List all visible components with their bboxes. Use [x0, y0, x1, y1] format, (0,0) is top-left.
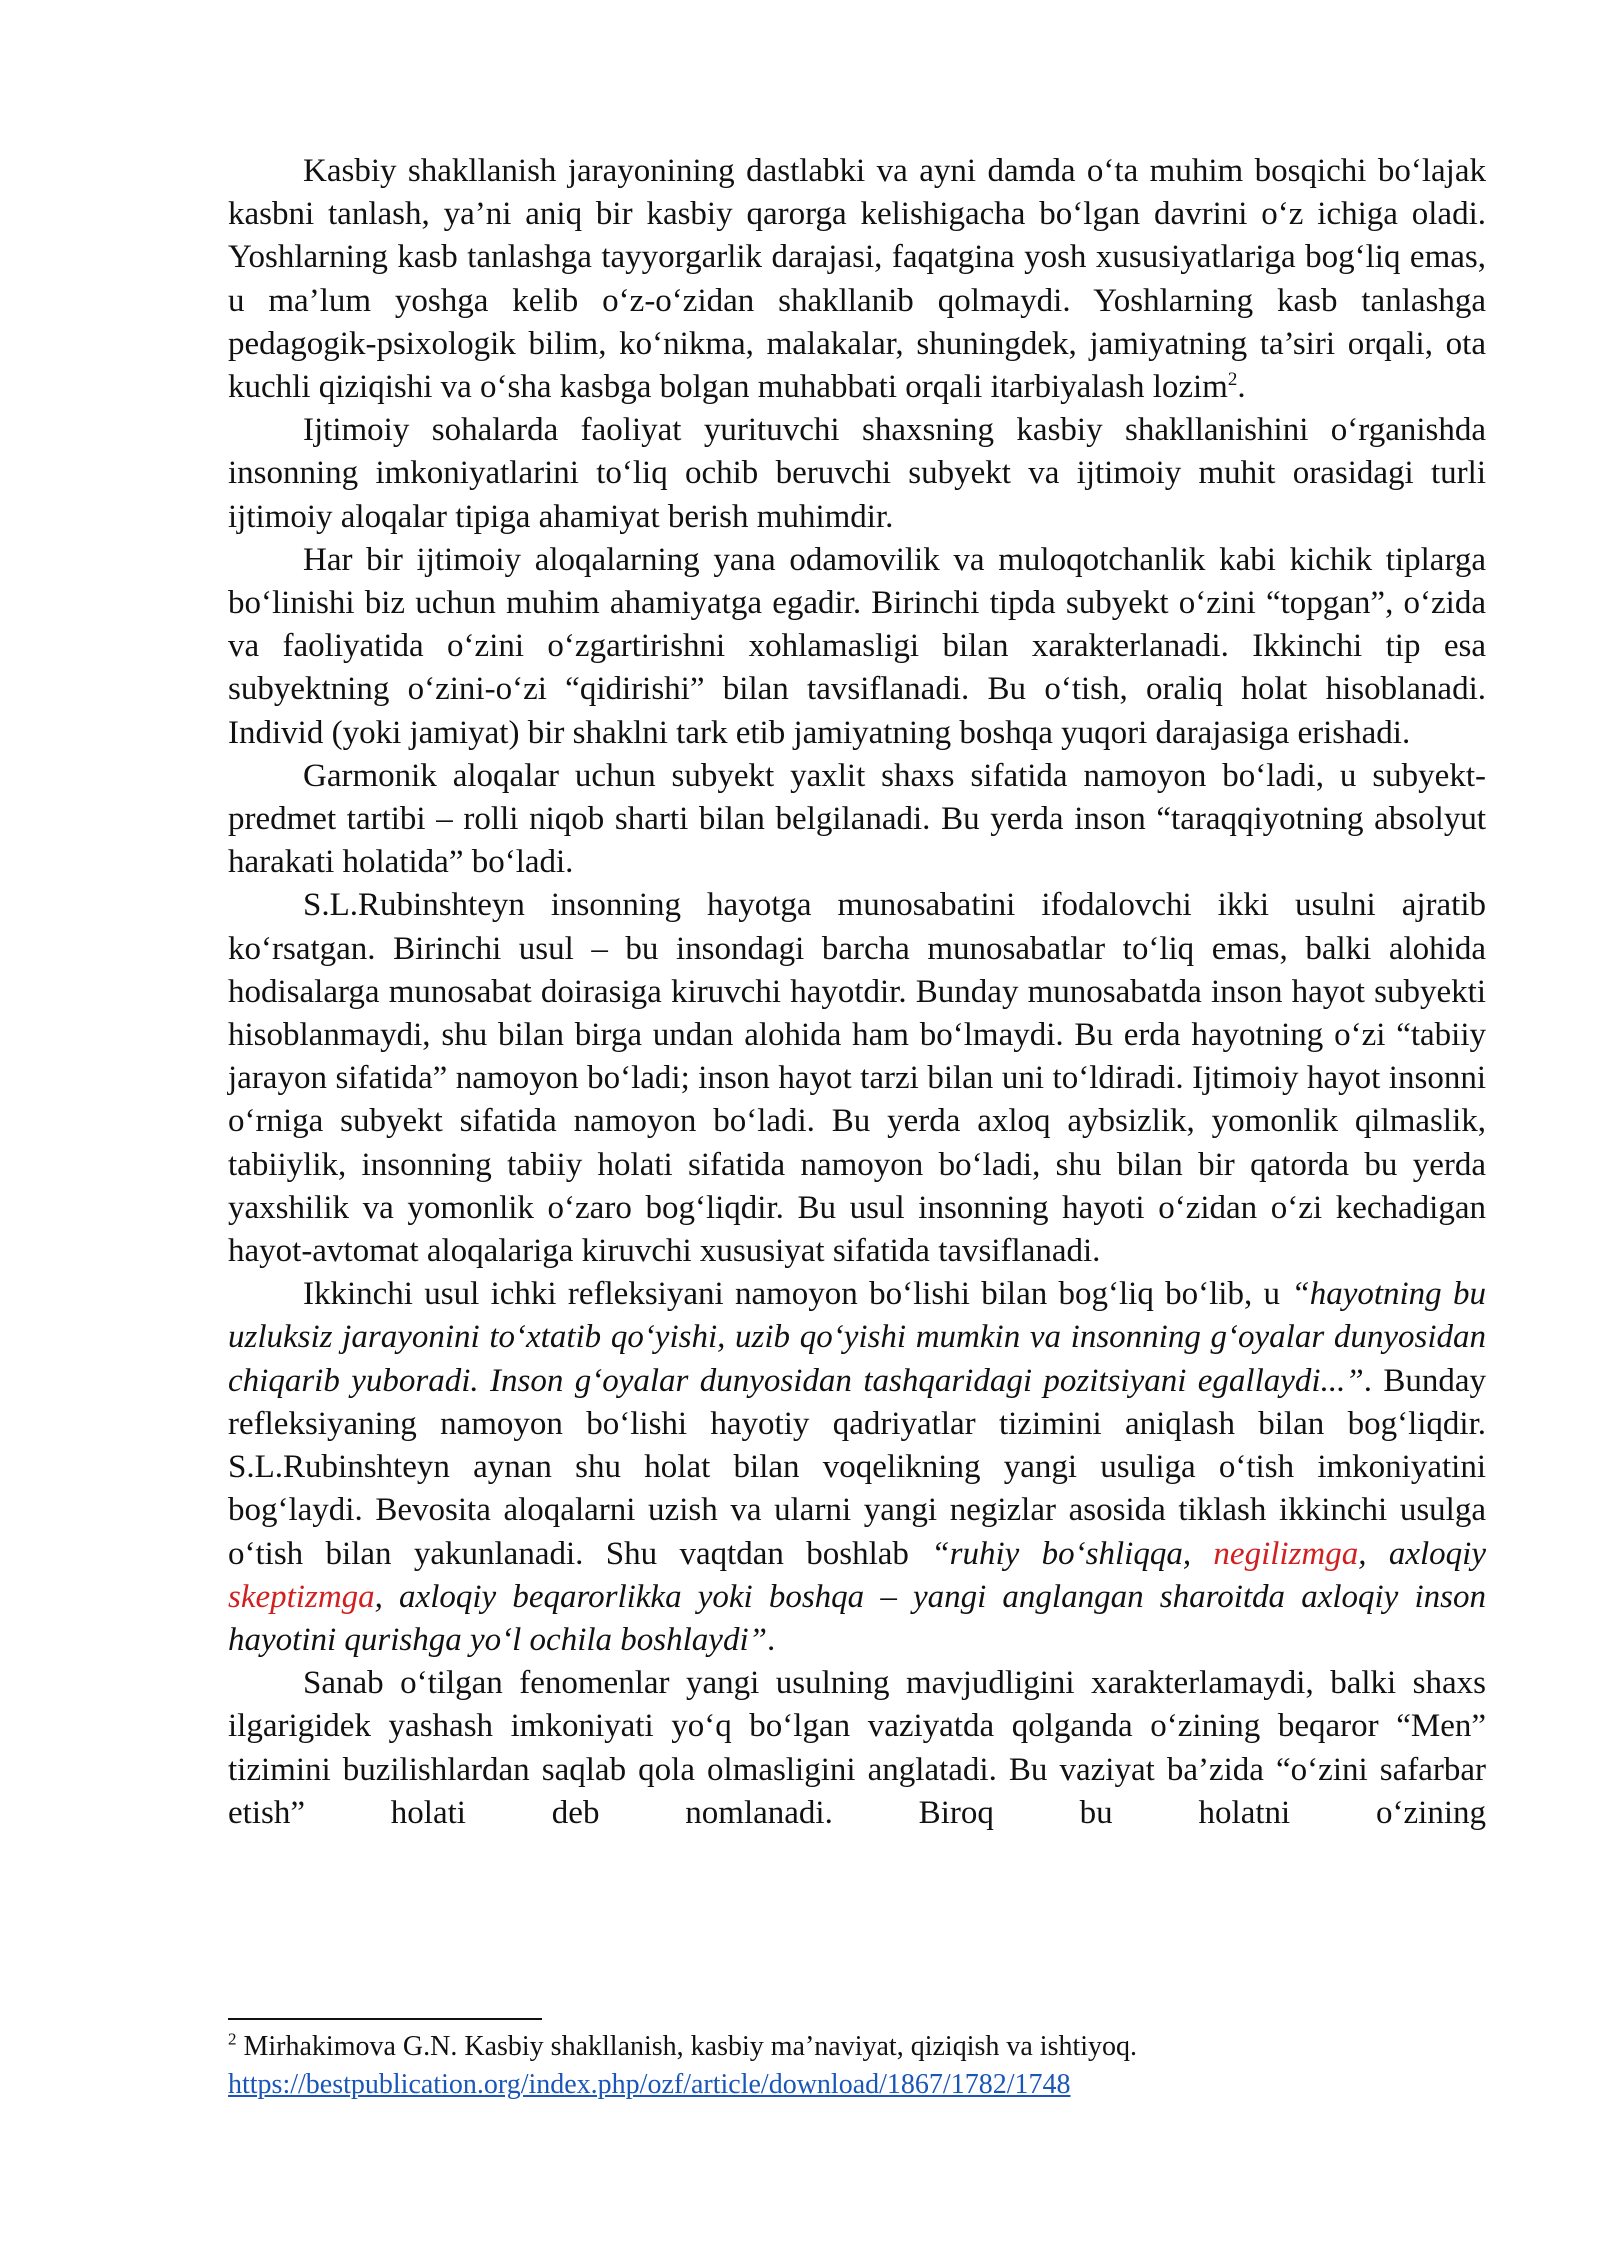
paragraph-end: .: [766, 1621, 776, 1658]
footnote-text: Mirhakimova G.N. Kasbiy shakllanish, kasbiy ma’naviyat, qiziqish va ishtiyoq.: [236, 2031, 1138, 2062]
quote-italic: , axloqiy beqarorlikka yoki boshqa – yangi anglangan sharoitda axloqiy inson hayotini qurishga yo‘l ochila boshlaydi”: [228, 1578, 1486, 1658]
paragraph-text: . Bunday refleksiyaning namoyon bo‘lishi hayotiy qadriyatlar tizimini aniqlash bilan bog‘liqdir. S.L.Rubinshteyn aynan shu holat bilan voqelikning yangi usuliga o‘tish imkoniyatini bog‘laydi. Bevosita aloqalarni uzish va ularni yangi negizlar asosida tiklash ikkinchi usulga o‘tish bilan yakunlanadi. Shu vaqtdan boshlab: [228, 1362, 1486, 1572]
quote-italic: “hayotning bu uzluksiz jarayonini to‘xtatib qo‘yishi, uzib qo‘yishi mumkin va insonning g‘oyalar dunyosidan chiqarib yuboradi. Inson g‘oyalar dunyosidan tashqaridagi pozitsiyani egallaydi...”: [228, 1276, 1486, 1399]
paragraph-text: Kasbiy shakllanish jarayonining dastlabki va ayni damda o‘ta muhim bosqichi bo‘lajak kasbni tanlash, ya’ni aniq bir kasbiy qarorga kelishigacha bo‘lgan davrini o‘z ichiga oladi. Yoshlarning kasb tanlashga tayyorgarlik darajasi, faqatgina yosh xususiyatlariga bog‘liq emas, u ma’lum yoshga kelib o‘z-o‘zidan shakllanib qolmaydi. Yoshlarning kasb tanlashga pedagogik-psixologik bilim, ko‘nikma, malakalar, shuningdek, jamiyatning ta’siri orqali, ota kuchli qiziqishi va o‘sha kasbga bolgan muhabbati orqali itarbiyalash lozim: [228, 153, 1486, 406]
paragraph-text: Ijtimoiy sohalarda faoliyat yurituvchi shaxsning kasbiy shakllanishini o‘rganishda insonning imkoniyatlarini to‘liq ochib beruvchi subyekt va ijtimoiy muhit orasidagi turli ijtimoiy aloqalar tipiga ahamiyat berish muhimdir.: [228, 412, 1486, 535]
paragraph-end: .: [1237, 369, 1246, 406]
paragraph-text: Garmonik aloqalar uchun subyekt yaxlit shaxs sifatida namoyon bo‘ladi, u subyekt-predmet tartibi – rolli niqob sharti bilan belgilanadi. Bu yerda inson “taraqqiyotning absolyut harakati holatida” bo‘ladi.: [228, 757, 1486, 881]
paragraph-7: [228, 1662, 1486, 1835]
paragraph-text: Sanab o‘tilgan fenomenlar yangi usulning mavjudligini xarakterlamaydi, balki shaxs ilgarigidek yashash imkoniyati yo‘q bo‘lgan vaziyatda qolganda o‘zining beqaror “Men” tizimini buzilishlardan saqlab qola olmasligini anglatadi. Bu vaziyat ba’zida “o‘zini safarbar etish” holati deb nomlanadi. Biroq bu holatni o‘zining: [228, 1665, 1486, 1831]
paragraph-3: [228, 539, 1486, 755]
paragraph-6: [228, 1273, 1486, 1662]
footnote-link[interactable]: https://bestpublication.org/index.php/ozf/article/download/1867/1782/1748: [228, 2069, 1071, 2100]
paragraph-text: Har bir ijtimoiy aloqalarning yana odamovilik va muloqotchanlik kabi kichik tiplarga bo‘linishi biz uchun muhim ahamiyatga egadir. Birinchi tipda subyekt o‘zini “topgan”, o‘zida va faoliyatida o‘zini o‘zgartirishni xohlamasligi bilan xarakterlanadi. Ikkinchi tip esa subyektning o‘zini-o‘zi “qidirishi” bilan tavsiflanadi. Bu o‘tish, oraliq holat hisoblanadi. Individ (yoki jamiyat) bir shaklni tark etib jamiyatning boshqa yuqori darajasiga erishadi.: [228, 541, 1486, 751]
highlighted-word: negilizmga: [1213, 1535, 1359, 1572]
document-body: [228, 150, 1486, 1835]
paragraph-text: Ikkinchi usul ichki refleksiyani namoyon bo‘lishi bilan bog‘liq bo‘lib, u: [303, 1276, 1292, 1313]
paragraph-2: [228, 409, 1486, 539]
highlighted-word: skeptizmga: [228, 1578, 375, 1615]
footnote-reference[interactable]: 2: [1227, 369, 1238, 391]
paragraph-text: S.L.Rubinshteyn insonning hayotga munosabatini ifodalovchi ikki usulni ajratib ko‘rsatgan. Birinchi usul – bu insondagi barcha munosabatlar to‘liq emas, balki alohida hodisalarga munosabat doirasiga kiruvchi hayotdir. Bunday munosabatda inson hayot subyekti hisoblanmaydi, shu bilan birga undan alohida ham bo‘lmaydi. Bu erda hayotning o‘zi “tabiiy jarayon sifatida” namoyon bo‘ladi; inson hayot tarzi bilan uni to‘ldiradi. Ijtimoiy hayot insonni o‘rniga subyekt sifatida namoyon bo‘ladi. Bu yerda axloq aybsizlik, yomonlik qilmaslik, tabiiylik, insonning tabiiy holati sifatida namoyon bo‘ladi, shu bilan bir qatorda bu yerda yaxshilik va yomonlik o‘zaro bog‘liqdir. Bu usul insonning hayoti o‘zidan o‘zi kechadigan hayot-avtomat aloqalariga kiruvchi xususiyat sifatida tavsiflanadi.: [228, 887, 1486, 1270]
footnote-separator: [228, 2018, 542, 2020]
paragraph-5: [228, 884, 1486, 1273]
paragraph-4: [228, 755, 1486, 885]
footnote: [228, 2028, 1486, 2104]
footnote-marker: 2: [228, 2029, 237, 2049]
paragraph-1: [228, 150, 1486, 409]
quote-italic: “ruhiy bo‘shliqqa,: [931, 1535, 1214, 1572]
quote-italic: , axloqiy: [1358, 1535, 1486, 1572]
